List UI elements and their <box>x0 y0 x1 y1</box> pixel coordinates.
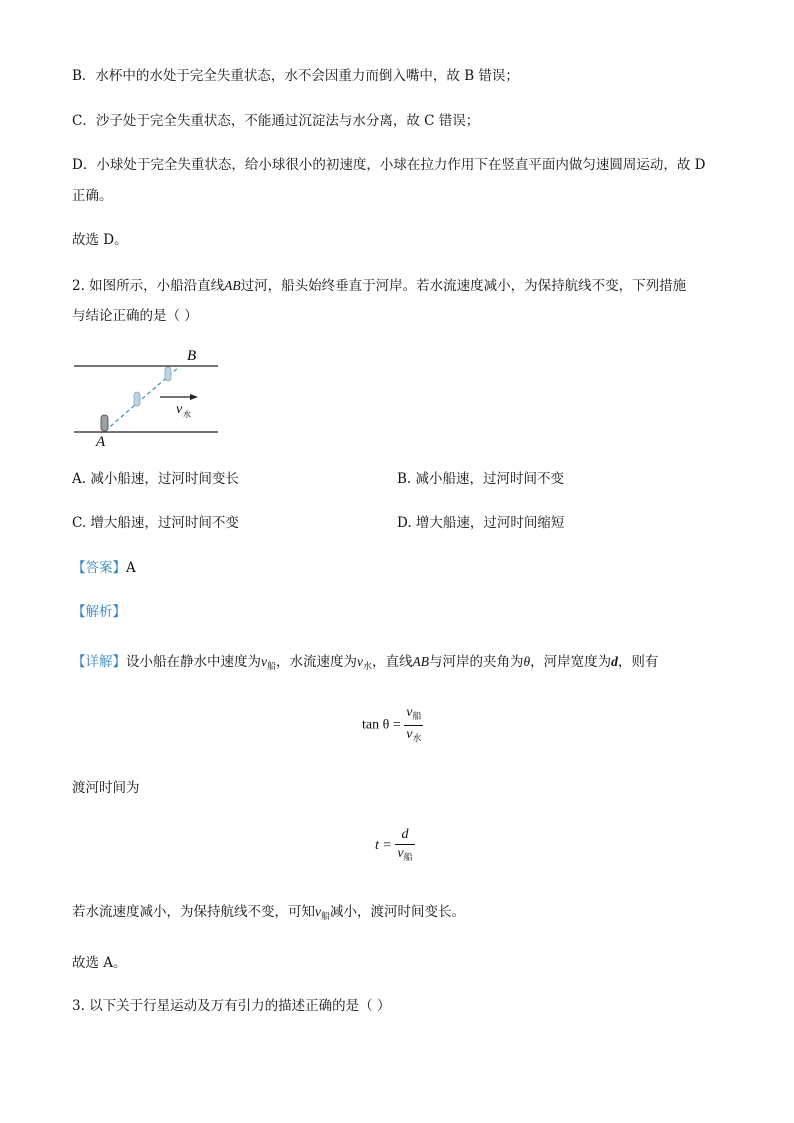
answer: 【答案】A <box>72 560 136 576</box>
label-b: B <box>187 348 197 364</box>
velocity-label: v <box>176 402 183 417</box>
question-2-stem: 2. 如图所示，小船沿直线AB过河，船头始终垂直于河岸。若水流速度减小，为保持航线不变，下列措施 <box>72 278 687 294</box>
option-d: D. 增大船速，过河时间缩短 <box>397 515 565 531</box>
formula-tan: tan θ = $\frac{v_船}{v_水}$ <box>362 705 422 743</box>
boat-icon <box>101 415 108 431</box>
option-a: A. 减小船速，过河时间变长 <box>72 471 239 487</box>
solution-line-d: D．小球处于完全失重状态，给小球很小的初速度，小球在拉力作用下在竖直平面内做匀速圆周运动，故 D <box>72 157 706 173</box>
boat-ghost-icon <box>134 392 140 406</box>
option-b: B. 减小船速，过河时间不变 <box>397 471 565 487</box>
formula-time: t = $\frac{d}{v_船}$ <box>375 827 413 862</box>
choose-a: 故选 A。 <box>72 955 127 971</box>
river-boat-figure <box>70 345 222 449</box>
option-c: C. 增大船速，过河时间不变 <box>72 515 239 531</box>
arrow-head-icon <box>190 394 198 400</box>
question-3-stem: 3. 以下关于行星运动及万有引力的描述正确的是（ ） <box>72 998 391 1014</box>
solution-line-d-cont: 正确。 <box>72 188 113 204</box>
analysis-tag: 【解析】 <box>72 604 126 620</box>
choose-d: 故选 D。 <box>72 232 128 248</box>
conclusion: 若水流速度减小，为保持航线不变，可知$v_船$减小，渡河时间变长。 <box>72 904 466 922</box>
time-label: 渡河时间为 <box>72 780 140 796</box>
detail-text: 【详解】设小船在静水中速度为$v_船$，水流速度为$v_水$，直线AB与河岸的夹角为θ，河岸宽度为d，则有 <box>72 654 659 672</box>
boat-ghost-icon <box>165 367 171 381</box>
question-2-stem-cont: 与结论正确的是（ ） <box>72 308 198 324</box>
velocity-sub: 水 <box>183 410 191 419</box>
solution-line-b: B．水杯中的水处于完全失重状态，水不会因重力而倒入嘴中，故 B 错误； <box>72 68 519 84</box>
solution-line-c: C．沙子处于完全失重状态，不能通过沉淀法与水分离，故 C 错误； <box>72 113 480 129</box>
label-a: A <box>96 434 106 449</box>
